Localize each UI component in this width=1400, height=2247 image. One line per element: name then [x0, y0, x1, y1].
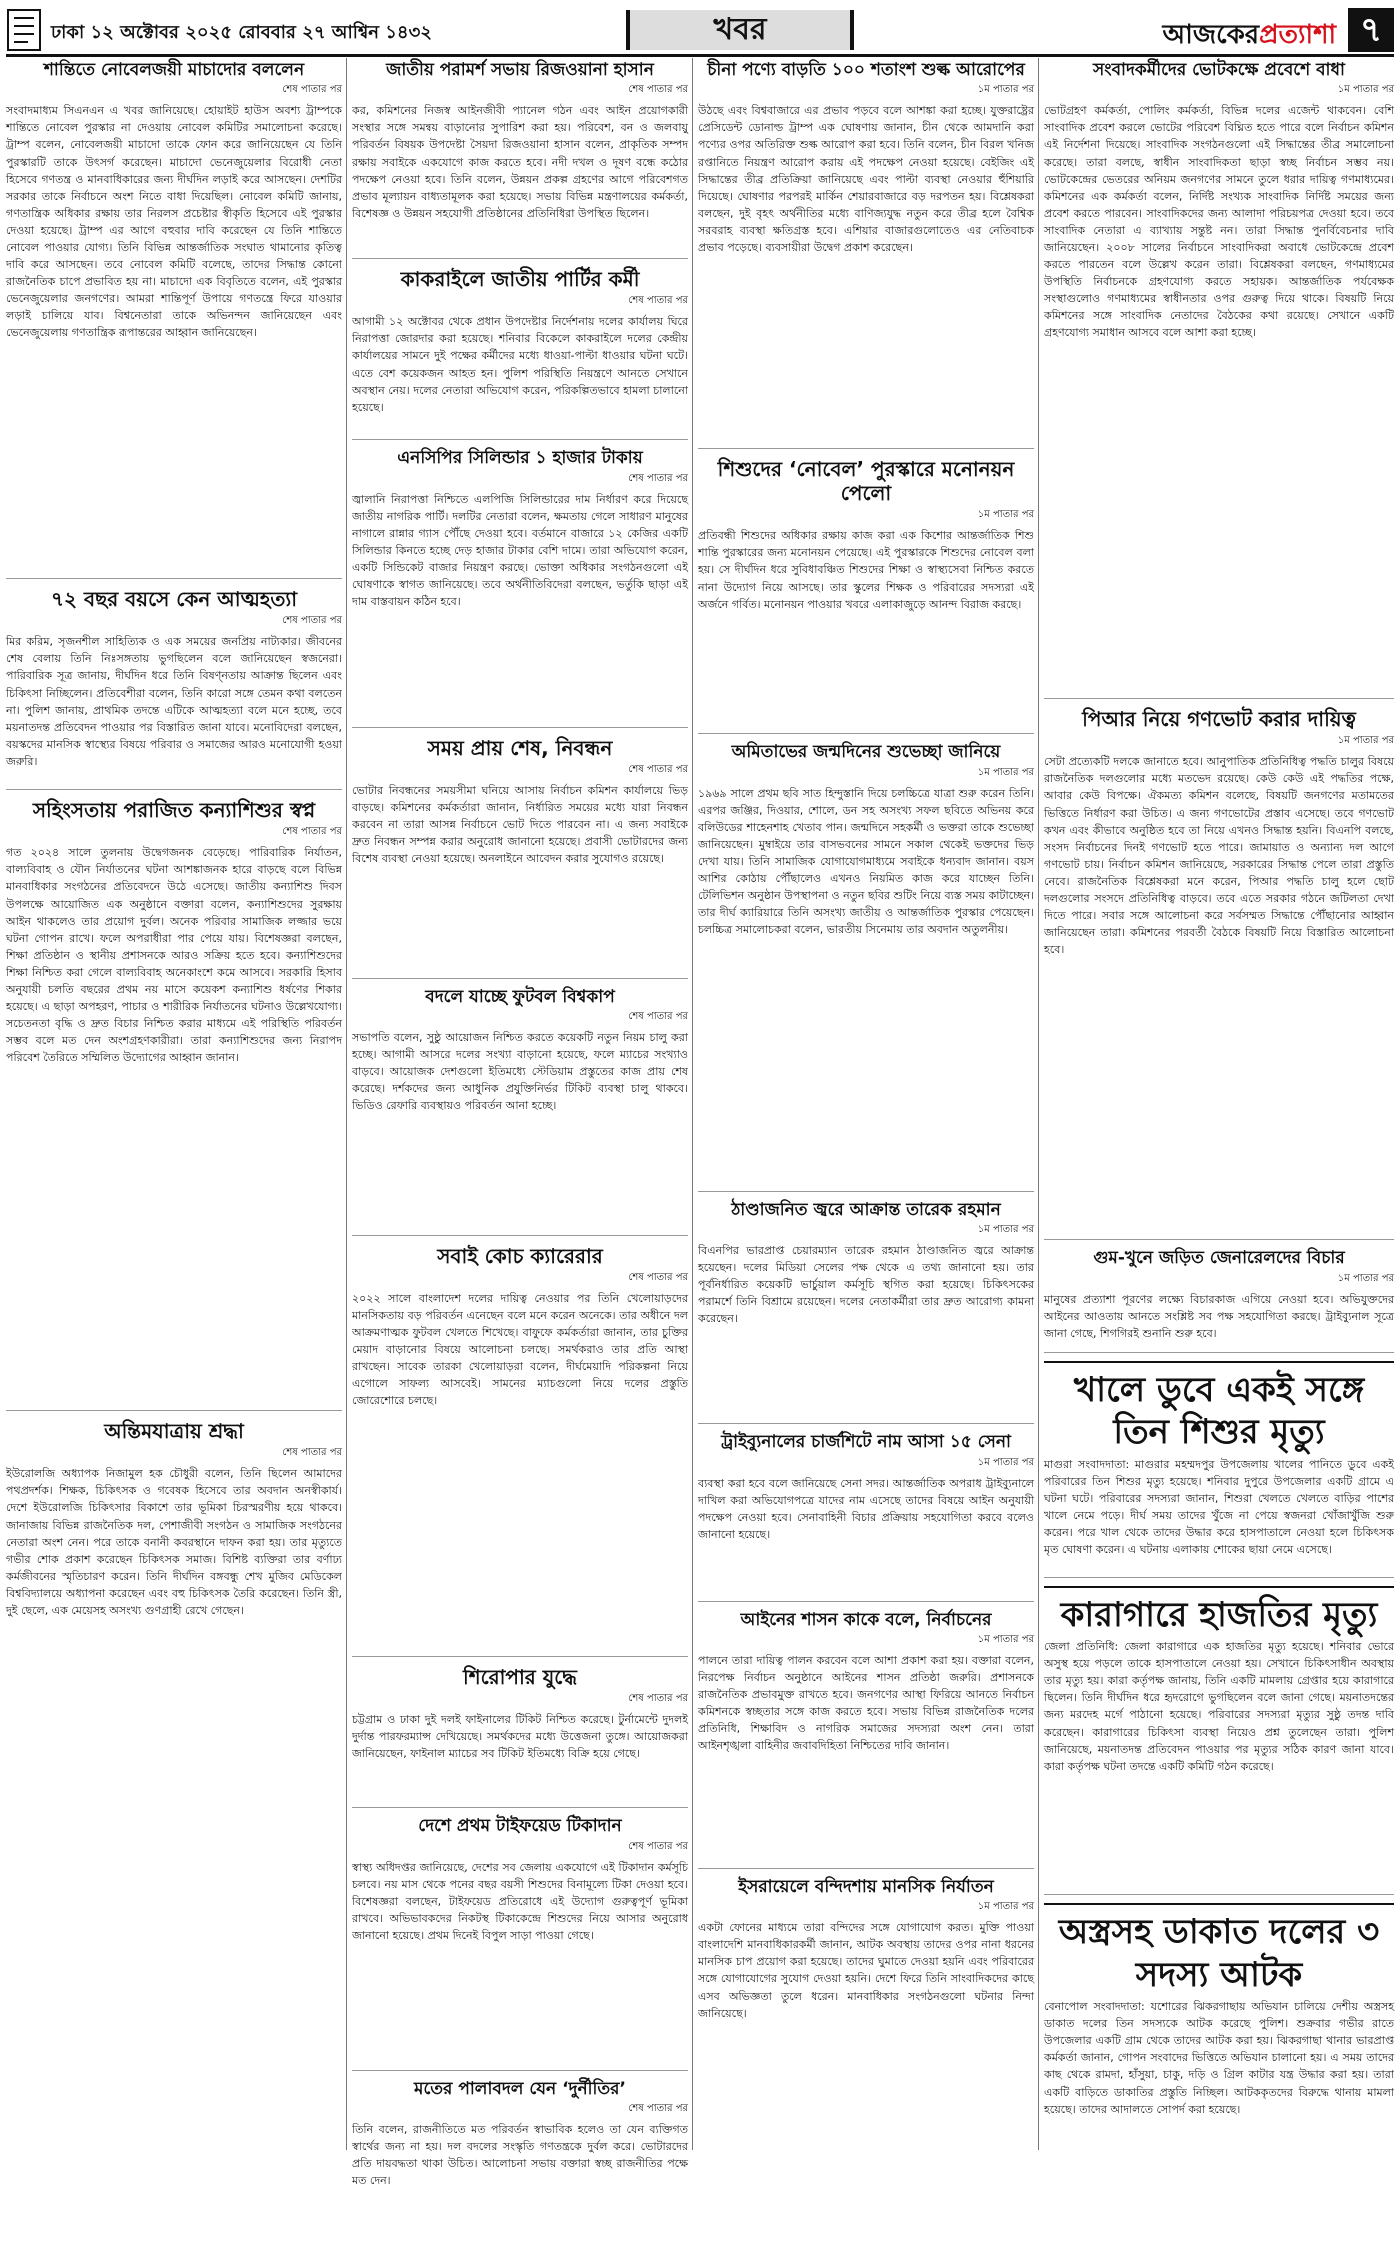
headline: সবাই কোচ ক্যারেরার [437, 1244, 603, 1269]
article-body: বেনাপোল সংবাদদাতা: যশোরের ঝিকরগাছায় অভিযান চালিয়ে দেশীয় অস্ত্রসহ ডাকাত দলের তিন সদস্যকে আটক করেছে পুলিশ। শুক্রবার গভীর রাতে উপজেলার একটি গ্রাম থেকে তাদের আটক করা হয়। ঝিকরগাছা থানার ভারপ্রাপ্ত কর্মকর্তা জানান, গোপন সংবাদের ভিত্তিতে অভিযান চালানো হয়। এ সময় তাদের কাছ থেকে রামদা, হাঁসুয়া, চাকু, দড়ি ও গ্রিল কাটার যন্ত্র উদ্ধার করা হয়। তারা একটি বাড়িতে ডাকাতির প্রস্তুতি নিচ্ছিল। আটককৃতদের বিরুদ্ধে থানায় মামলা হয়েছে। তাদের আদালতে সোপর্দ করা হয়েছে। [1044, 2000, 1394, 2116]
article-tribunal-15-army [698, 1432, 1034, 1601]
article-pr-referendum [1044, 707, 1394, 1240]
article-body: মাগুরা সংবাদদাতা: মাগুরার মহম্মদপুর উপজেলায় খালের পানিতে ডুবে একই পরিবারের তিন শিশুর মৃত্যু হয়েছে। শনিবার দুপুরে উপজেলার একটি গ্রামে এ ঘটনা ঘটে। পরিবারের সদস্যরা জানান, শিশুরা খেলতে খেলতে বাড়ির পাশের খালে নেমে পড়ে। দীর্ঘ সময় তাদের খুঁজে না পেয়ে স্বজনরা খোঁজাখুঁজি শুরু করেন। পরে খাল থেকে তাদের উদ্ধার করে হাসপাতালে নেওয়া হলে চিকিৎসক মৃত ঘোষণা করেন। এ ঘটনায় এলাকায় শোকের ছায়া নেমে এসেছে। [1044, 1457, 1394, 1557]
headline: মতের পালাবদল যেন ‘দুর্নীতির’ [414, 2078, 626, 2099]
section-title: খবর [626, 10, 854, 50]
headline: শিশুদের ‘নোবেল’ পুরস্কারে মনোনয়ন পেলো [717, 457, 1015, 506]
headline: ৭২ বছর বয়সে কেন আত্মহত্যা [50, 587, 298, 612]
article-body: সভাপতি বলেন, সুষ্ঠু আয়োজন নিশ্চিত করতে কয়েকটি নতুন নিয়ম চালু করা হচ্ছে। আগামী আসরে দলের সংখ্যা বাড়ানো হয়েছে, ফলে ম্যাচের সংখ্যাও বাড়বে। আয়োজক দেশগুলো ইতিমধ্যে স্টেডিয়াম প্রস্তুতের কাজ প্রায় শেষ করেছে। দর্শকদের জন্য আধুনিক প্রযুক্তিনির্ভর টিকিট ব্যবস্থা চালু থাকবে। ভিডিও রেফারি ব্যবস্থায়ও পরিবর্তন আনা হচ্ছে। [352, 1031, 688, 1113]
article-china-tariff [698, 60, 1034, 449]
continued-label: শেষ পাতার পর [282, 1447, 342, 1459]
continued-label: শেষ পাতার পর [628, 295, 688, 307]
article-coach-cabrera [352, 1244, 688, 1657]
headline: অস্ত্রসহ ডাকাত দলের ৩ সদস্য আটক [1058, 1912, 1380, 1995]
article-registration-deadline [352, 736, 688, 979]
headline: সময় প্রায় শেষ, নিবন্ধন [427, 735, 613, 760]
headline: ঠাণ্ডাজনিত জ্বরে আক্রান্ত তারেক রহমান [731, 1199, 1001, 1220]
article-suicide-72 [6, 587, 342, 790]
logo-part-b: প্রত্যাশা [1259, 20, 1336, 50]
article-body: একটা ফোনের মাধ্যমে তারা বন্দিদের সঙ্গে যোগাযোগ করত। মুক্তি পাওয়া বাংলাদেশি মানবাধিকারকর্মী জানান, আটক অবস্থায় তাদের ওপর নানা ধরনের মানসিক চাপ প্রয়োগ করা হয়েছে। তাদের ঘুমাতে দেওয়া হয়নি এবং পরিবারের সঙ্গে যোগাযোগের সুযোগ দেওয়া হয়নি। দেশে ফিরে তিনি সাংবাদিকদের কাছে এসব অভিজ্ঞতা তুলে ধরেন। মানবাধিকার সংগঠনগুলো ঘটনার নিন্দা জানিয়েছে। [698, 1921, 1034, 2020]
newspaper-logo [1163, 14, 1336, 58]
headline: খালে ডুবে একই সঙ্গে তিন শিশুর মৃত্যু [1073, 1369, 1365, 1453]
column-1 [6, 58, 342, 2152]
article-ncp-cylinder [352, 448, 688, 727]
column-rule [1038, 58, 1039, 2150]
headline: শিরোপার যুদ্ধে [463, 1665, 577, 1690]
continued-label: শেষ পাতার পর [628, 1840, 688, 1852]
column-3 [698, 58, 1034, 2152]
headline: সহিংসতায় পরাজিত কন্যাশিশুর স্বপ্ন [32, 798, 316, 823]
headline: কারাগারে হাজতির মৃত্যু [1060, 1594, 1378, 1635]
article-three-children-drown [1044, 1361, 1394, 1578]
article-body: মানুষের প্রত্যাশা পূরণের লক্ষ্যে বিচারকাজ এগিয়ে নেওয়া হবে। অভিযুক্তদের আইনের আওতায় আনতে সংশ্লিষ্ট সব পক্ষ সহযোগিতা করছে। ট্রাইব্যুনাল সূত্রে জানা গেছে, শিগগিরই শুনানি শুরু হবে। [1044, 1292, 1394, 1340]
headline: দেশে প্রথম টাইফয়েড টিকাদান [418, 1816, 622, 1837]
article-jail-death [1044, 1586, 1394, 1896]
continued-label: ১ম পাতার পর [977, 1224, 1034, 1236]
continued-label: শেষ পাতার পর [282, 615, 342, 627]
continued-label: শেষ পাতার পর [628, 84, 688, 96]
article-body: সংবাদমাধ্যম সিএনএন এ খবর জানিয়েছে। হোয়াইট হাউস অবশ্য ট্রাম্পকে শান্তিতে নোবেল পুরস্কার না দেওয়ায় নোবেল কমিটির সমালোচনা করেছে। ট্রাম্প বলেন, নোবেলজয়ী মাচাদো তাকে ফোন করে জানিয়েছেন যে তিনি পুরস্কারটি তাকে উৎসর্গ করেছেন। মাচাদো ভেনেজুয়েলার বিরোধী নেতা হিসেবে গণতন্ত্র ও মানবাধিকারের জন্য দীর্ঘদিন লড়াই করে আসছেন। দেশটির সরকার তাকে নির্বাচনে অংশ নিতে বাধা দিয়েছিল। নোবেল কমিটি জানায়, গণতান্ত্রিক অধিকার রক্ষায় তার নিরলস প্রচেষ্টার স্বীকৃতি হিসেবে এই পুরস্কার দেওয়া হয়েছে। ট্রাম্প এর আগে বহুবার দাবি করেছেন যে তিনি শান্তিতে নোবেল পাওয়ার যোগ্য। তিনি বিভিন্ন আন্তর্জাতিক সংঘাত থামানোর কৃতিত্ব দাবি করে আসছেন। তবে নোবেল কমিটি বলেছে, তাদের সিদ্ধান্ত কোনো রাজনৈতিক চাপে প্রভাবিত হয় না। মাচাদো এক বিবৃতিতে বলেন, এই পুরস্কার ভেনেজুয়েলার জনগণের। আমরা শান্তিপূর্ণ উপায়ে গণতন্ত্রে ফিরে যাওয়ার লড়াই চালিয়ে যাব। বিশ্বনেতারা তাকে অভিনন্দন জানিয়েছেন এবং ভেনেজুয়েলায় গণতান্ত্রিক রূপান্তরের আহ্বান জানিয়েছেন। [6, 104, 342, 339]
continued-label: শেষ পাতার পর [628, 1693, 688, 1705]
article-amitabh-birthday [698, 742, 1034, 1191]
article-body: জেলা প্রতিনিধি: জেলা কারাগারে এক হাজতির মৃত্যু হয়েছে। শনিবার ভোরে অসুস্থ হয়ে পড়লে তাকে হাসপাতালে নেওয়া হয়। সেখানে চিকিৎসাধীন অবস্থায় তার মৃত্যু হয়। কারা কর্তৃপক্ষ জানায়, তিনি একটি মামলায় গ্রেপ্তার হয়ে কারাগারে ছিলেন। তিনি দীর্ঘদিন ধরে হৃদরোগে ভুগছিলেন বলে জানা গেছে। ময়নাতদন্তের জন্য মরদেহ মর্গে পাঠানো হয়েছে। পরিবারের সদস্যরা মৃত্যুর সুষ্ঠু তদন্ত দাবি করেছেন। কারাগারের চিকিৎসা ব্যবস্থা নিয়েও প্রশ্ন তুলেছেন তারা। পুলিশ জানিয়েছে, ময়নাতদন্ত প্রতিবেদন পাওয়ার পর মৃত্যুর সঠিক কারণ জানা যাবে। কারা কর্তৃপক্ষ ঘটনা তদন্তে একটি কমিটি গঠন করেছে। [1044, 1640, 1394, 1773]
continued-label: ১ম পাতার পর [1337, 84, 1394, 96]
continued-label: শেষ পাতার পর [282, 84, 342, 96]
article-opinion-change [352, 2079, 688, 2247]
headline: ইসরায়েলে বন্দিদশায় মানসিক নির্যাতন [738, 1876, 994, 1897]
article-rule-of-law [698, 1610, 1034, 1869]
article-body: তিনি বলেন, রাজনীতিতে মত পরিবর্তন স্বাভাবিক হলেও তা যেন ব্যক্তিগত স্বার্থের জন্য না হয়। দল বদলের সংস্কৃতি গণতন্ত্রকে দুর্বল করে। ভোটারদের প্রতি দায়বদ্ধতা থাকা উচিত। আলোচনা সভায় বক্তারা স্বচ্ছ রাজনীতির পক্ষে মত দেন। [352, 2122, 688, 2188]
article-world-cup [352, 987, 688, 1236]
continued-label: ১ম পাতার পর [977, 1633, 1034, 1645]
column-rule [692, 58, 693, 2150]
article-body: ভোটার নিবন্ধনের সময়সীমা ঘনিয়ে আসায় নির্বাচন কমিশন কার্যালয়ে ভিড় বাড়ছে। কমিশনের কর্মকর্তারা জানান, নির্ধারিত সময়ের মধ্যে যারা নিবন্ধন করবেন না তারা আসন্ন নির্বাচনে ভোট দিতে পারবেন না। এ জন্য সবাইকে দ্রুত নিবন্ধন সম্পন্ন করার অনুরোধ জানানো হয়েছে। প্রবাসী ভোটারদের জন্য বিশেষ ব্যবস্থা নেওয়া হয়েছে। অনলাইনে আবেদন করার সুযোগও রয়েছে। [352, 783, 688, 865]
masthead [6, 8, 1394, 57]
article-girl-child-violence [6, 798, 342, 1411]
article-body: ২০২২ সালে বাংলাদেশ দলের দায়িত্ব নেওয়ার পর তিনি খেলোয়াড়দের মানসিকতায় বড় পরিবর্তন এনেছেন বলে মনে করেন অনেকে। তার অধীনে দল আক্রমণাত্মক ফুটবল খেলতে শিখেছে। বাফুফে কর্মকর্তারা জানান, তার চুক্তির মেয়াদ বাড়ানোর বিষয়ে আলোচনা চলছে। সমর্থকরাও তার প্রতি আস্থা রাখছেন। সাবেক তারকা খেলোয়াড়রা বলেন, দীর্ঘমেয়াদি পরিকল্পনা নিয়ে এগোলে সাফল্য আসবেই। সামনের ম্যাচগুলো নিয়ে দলের প্রস্তুতি জোরেশোরে চলছে। [352, 1292, 688, 1408]
article-body: সেটা প্রত্যেকটি দলকে জানাতে হবে। আনুপাতিক প্রতিনিধিত্ব পদ্ধতি চালুর বিষয়ে রাজনৈতিক দলগুলোর মধ্যে মতভেদ রয়েছে। কেউ কেউ এই পদ্ধতির পক্ষে, আবার কেউ বিপক্ষে। ঐকমত্য কমিশন বলেছে, বিষয়টি জনগণের মতামতের ভিত্তিতে নির্ধারণ করা উচিত। এ জন্য গণভোটের প্রস্তাব এসেছে। তবে গণভোট কখন এবং কীভাবে অনুষ্ঠিত হবে তা নিয়ে এখনও সিদ্ধান্ত হয়নি। বিএনপি বলছে, সংসদ নির্বাচনের দিনই গণভোট হতে পারে। জামায়াত ও অন্যান্য দল আগে গণভোট চায়। নির্বাচন কমিশন জানিয়েছে, সরকারের সিদ্ধান্ত পেলে তারা প্রস্তুতি নেবে। রাজনৈতিক বিশ্লেষকরা মনে করেন, পিআর পদ্ধতি চালু হলে ছোট দলগুলোর সংসদে প্রতিনিধিত্ব বাড়বে। তবে এতে সরকার গঠনে জটিলতা দেখা দিতে পারে। সবার সঙ্গে আলোচনা করে সর্বসম্মত সিদ্ধান্তে পৌঁছানোর আহ্বান জানিয়েছেন তারা। কমিশনের পরবর্তী বৈঠকে বিষয়টি নিয়ে বিস্তারিত আলোচনা হবে। [1044, 755, 1394, 956]
column-2 [352, 58, 688, 2188]
headline: শান্তিতে নোবেলজয়ী মাচাদোর বললেন [43, 60, 305, 80]
page-corner-mark [6, 8, 42, 52]
article-body: স্বাস্থ্য অধিদপ্তর জানিয়েছে, দেশের সব জেলায় একযোগে এই টিকাদান কর্মসূচি চলবে। নয় মাস থেকে পনের বছর বয়সী শিশুদের বিনামূল্যে টিকা দেওয়া হবে। বিশেষজ্ঞরা বলছেন, টাইফয়েড প্রতিরোধে এই উদ্যোগ গুরুত্বপূর্ণ ভূমিকা রাখবে। অভিভাবকদের নিকটস্থ টিকাকেন্দ্রে শিশুদের নিয়ে আসার অনুরোধ জানানো হয়েছে। প্রথম দিনেই বিপুল সাড়া পাওয়া গেছে। [352, 1860, 688, 1942]
article-journalists-barred [1044, 60, 1394, 699]
article-body: আগামী ১২ অক্টোবর থেকে প্রধান উপদেষ্টার নির্দেশনায় দলের কার্যালয় ঘিরে নিরাপত্তা জোরদার করা হয়েছে। শনিবার বিকেলে কাকরাইলে দলের কেন্দ্রীয় কার্যালয়ের সামনে দুই পক্ষের কর্মীদের মধ্যে ধাওয়া-পাল্টা ধাওয়ার ঘটনা ঘটে। এতে বেশ কয়েকজন আহত হন। পুলিশ পরিস্থিতি নিয়ন্ত্রণে আনতে সেখানে অবস্থান নেয়। দলের নেতারা অভিযোগ করেন, পরিকল্পিতভাবে হামলা চালানো হয়েছে। [352, 315, 688, 414]
page-number: ৭ [1348, 8, 1394, 52]
article-body: ইউরোলজি অধ্যাপক নিজামুল হক চৌধুরী বলেন, তিনি ছিলেন আমাদের পথপ্রদর্শক। শিক্ষক, চিকিৎসক ও গবেষক হিসেবে তার অবদান অনস্বীকার্য। দেশে ইউরোলজি চিকিৎসার বিকাশে তার ভূমিকা চিরস্মরণীয় হয়ে থাকবে। জানাজায় বিভিন্ন রাজনৈতিক দল, পেশাজীবী সংগঠন ও সামাজিক সংগঠনের নেতারা অংশ নেন। পরে তাকে বনানী কবরস্থানে দাফন করা হয়। তার মৃত্যুতে গভীর শোক প্রকাশ করেছেন চিকিৎসক সমাজ। বিশিষ্ট ব্যক্তিরা তার বর্ণাঢ্য কর্মজীবনের স্মৃতিচারণ করেন। তিনি দীর্ঘদিন বঙ্গবন্ধু শেখ মুজিব মেডিকেল বিশ্ববিদ্যালয়ে অধ্যাপনা করেছেন এবং বহু চিকিৎসক তৈরি করেছেন। তিনি স্ত্রী, দুই ছেলে, এক মেয়েসহ অসংখ্য গুণগ্রাহী রেখে গেছেন। [6, 1467, 342, 1617]
headline: ট্রাইব্যুনালের চার্জশিটে নাম আসা ১৫ সেনা [721, 1432, 1011, 1453]
continued-label: শেষ পাতার পর [628, 1011, 688, 1023]
article-body: কর, কমিশনের নিজস্ব আইনজীবী প্যানেল গঠন এবং আইন প্রয়োগকারী সংস্থার সঙ্গে সমন্বয় বাড়ানোর সুপারিশ করা হয়। পরিবেশ, বন ও জলবায়ু পরিবর্তন বিষয়ক উপদেষ্টা সৈয়দা রিজওয়ানা হাসান বলেন, প্রাকৃতিক সম্পদ রক্ষায় সবাইকে একযোগে কাজ করতে হবে। নদী দখল ও দূষণ বন্ধে কঠোর পদক্ষেপ নেওয়া হবে। তিনি বলেন, উন্নয়ন প্রকল্প গ্রহণের আগে পরিবেশগত প্রভাব মূল্যায়ন বাধ্যতামূলক করা হয়েছে। সভায় বিভিন্ন মন্ত্রণালয়ের কর্মকর্তা, বিশেষজ্ঞ ও উন্নয়ন সহযোগী প্রতিষ্ঠানের প্রতিনিধিরা উপস্থিত ছিলেন। [352, 104, 688, 220]
headline: চীনা পণ্যে বাড়তি ১০০ শতাংশ শুল্ক আরোপের [707, 60, 1025, 80]
article-body: বিএনপির ভারপ্রাপ্ত চেয়ারম্যান তারেক রহমান ঠাণ্ডাজনিত জ্বরে আক্রান্ত হয়েছেন। দলের মিডিয়া সেলের পক্ষ থেকে এ তথ্য জানানো হয়। তার পূর্বনির্ধারিত কয়েকটি ভার্চুয়াল কর্মসূচি স্থগিত করা হয়েছে। চিকিৎসকের পরামর্শে তিনি বিশ্রামে রয়েছেন। দলের নেতাকর্মীরা তার দ্রুত আরোগ্য কামনা করেছেন। [698, 1244, 1034, 1326]
article-body: পালনে তারা দায়িত্ব পালন করবেন বলে আশা প্রকাশ করা হয়। বক্তারা বলেন, নিরপেক্ষ নির্বাচন অনুষ্ঠানে আইনের শাসন প্রতিষ্ঠা জরুরি। প্রশাসনকে রাজনৈতিক প্রভাবমুক্ত রাখতে হবে। জনগণের আস্থা ফিরিয়ে আনতে নির্বাচন কমিশনকে স্বচ্ছতার সঙ্গে কাজ করতে হবে। সভায় বিভিন্ন রাজনৈতিক দলের প্রতিনিধি, শিক্ষাবিদ ও নাগরিক সমাজের সদস্যরা অংশ নেন। তারা আইনশৃঙ্খলা বাহিনীর জবাবদিহিতা নিশ্চিতের দাবি জানান। [698, 1653, 1034, 1753]
article-funeral-tribute [6, 1419, 342, 2031]
article-tarique-fever [698, 1200, 1034, 1424]
headline: জাতীয় পরামর্শ সভায় রিজওয়ানা হাসান [386, 60, 654, 80]
article-body: ১৯৬৯ সালে প্রথম ছবি সাত হিন্দুস্তানি দিয়ে চলচ্চিত্রে যাত্রা শুরু করেন তিনি। এরপর জঞ্জির, দিওয়ার, শোলে, ডন সহ অসংখ্য সফল ছবিতে অভিনয় করে বলিউডের শাহেনশাহ খেতাব পান। জন্মদিনে সহকর্মী ও ভক্তরা তাকে শুভেচ্ছা জানিয়েছেন। মুম্বাইয়ে তার বাসভবনের সামনে সকাল থেকেই ভক্তদের ভিড় দেখা যায়। তিনি সামাজিক যোগাযোগমাধ্যমে সবাইকে ধন্যবাদ জানান। বয়স আশির কোঠায় পৌঁছালেও এখনও নিয়মিত কাজ করে যাচ্ছেন তিনি। টেলিভিশন অনুষ্ঠান উপস্থাপনা ও নতুন ছবির শুটিং নিয়ে ব্যস্ত সময় কাটাচ্ছেন। তার দীর্ঘ ক্যারিয়ারে তিনি অসংখ্য জাতীয় ও আন্তর্জাতিক পুরস্কার পেয়েছেন। চলচ্চিত্র সমালোচকরা বলেন, ভারতীয় সিনেমায় তার অবদান অতুলনীয়। [698, 786, 1034, 937]
article-body: গত ২০২৪ সালে তুলনায় উদ্বেগজনক বেড়েছে। পারিবারিক নির্যাতন, বাল্যবিবাহ ও যৌন নির্যাতনের ঘটনা আশঙ্কাজনক হারে বাড়ছে বলে বিভিন্ন মানবাধিকার সংগঠনের প্রতিবেদনে উঠে এসেছে। জাতীয় কন্যাশিশু দিবস উপলক্ষে আয়োজিত এক অনুষ্ঠানে বক্তারা বলেন, কন্যাশিশুদের সুরক্ষায় আইন থাকলেও তার প্রয়োগ দুর্বল। অনেক পরিবার সামাজিক লজ্জার ভয়ে ঘটনা গোপন রাখে। ফলে অপরাধীরা পার পেয়ে যায়। বিশেষজ্ঞরা বলছেন, শিক্ষা প্রতিষ্ঠান ও স্থানীয় প্রশাসনকে আরও সক্রিয় হতে হবে। কন্যাশিশুদের শিক্ষা নিশ্চিত করা গেলে বাল্যবিবাহ অনেকাংশে কমে আসবে। সরকারি হিসাব অনুযায়ী চলতি বছরের প্রথম নয় মাসে কয়েকশ কন্যাশিশু ধর্ষণের শিকার হয়েছে। এ ছাড়া অপহরণ, পাচার ও শারীরিক নির্যাতনের ঘটনাও উল্লেখযোগ্য। সচেতনতা বৃদ্ধি ও দ্রুত বিচার নিশ্চিত করার মাধ্যমে এই পরিস্থিতি পরিবর্তন সম্ভব বলে মত দেন অংশগ্রহণকারীরা। তারা কন্যাশিশুদের জন্য নিরাপদ পরিবেশ তৈরিতে সম্মিলিত উদ্যোগের আহ্বান জানান। [6, 846, 342, 1064]
continued-label: ১ম পাতার পর [977, 766, 1034, 778]
column-rule [346, 58, 347, 2150]
article-title-battle [352, 1665, 688, 1808]
headline: অমিতাভের জন্মদিনের শুভেচ্ছা জানিয়ে [731, 742, 1001, 763]
continued-label: শেষ পাতার পর [628, 763, 688, 775]
article-body: ব্যবস্থা করা হবে বলে জানিয়েছে সেনা সদর। আন্তর্জাতিক অপরাধ ট্রাইব্যুনালে দাখিল করা অভিযোগপত্রে যাদের নাম এসেছে তাদের বিষয়ে আইন অনুযায়ী পদক্ষেপ নেওয়া হবে। সেনাবাহিনী বিচার প্রক্রিয়ায় সহযোগিতা করবে বলেও জানানো হয়েছে। [698, 1476, 1034, 1541]
issue-date: ঢাকা ১২ অক্টোবর ২০২৫ রোববার ২৭ আশ্বিন ১৪৩২ [51, 22, 432, 43]
continued-label: ১ম পাতার পর [1337, 1272, 1394, 1284]
continued-label: ১ম পাতার পর [977, 1901, 1034, 1913]
article-body: চট্টগ্রাম ও ঢাকা দুই দলই ফাইনালের টিকিট নিশ্চিত করেছে। টুর্নামেন্টে দুদলই দুর্দান্ত পারফরম্যান্স দেখিয়েছে। সমর্থকদের মধ্যে উত্তেজনা তুঙ্গে। আয়োজকরা জানিয়েছেন, ফাইনাল ম্যাচের সব টিকিট ইতিমধ্যে বিক্রি হয়ে গেছে। [352, 1713, 688, 1761]
headline: আইনের শাসন কাকে বলে, নির্বাচনের [740, 1609, 992, 1630]
continued-label: শেষ পাতার পর [282, 826, 342, 838]
article-robbers-arrested [1044, 1903, 1394, 2154]
headline: পিআর নিয়ে গণভোট করার দায়িত্ব [1082, 707, 1356, 732]
article-jatiya-party [352, 267, 688, 440]
article-children-nobel [698, 457, 1034, 734]
article-generals-trial [1044, 1248, 1394, 1352]
article-nobel-machado [6, 60, 342, 579]
headline: গুম-খুনে জড়িত জেনারেলদের বিচার [1093, 1248, 1345, 1269]
headline: অন্তিমযাত্রায় শ্রদ্ধা [104, 1419, 244, 1444]
continued-label: ১ম পাতার পর [977, 1456, 1034, 1468]
continued-label: ১ম পাতার পর [977, 509, 1034, 521]
headline: কাকরাইলে জাতীয় পার্টির কর্মী [400, 267, 640, 292]
column-4 [1044, 58, 1394, 2152]
continued-label: ১ম পাতার পর [1337, 735, 1394, 747]
article-israel-detention [698, 1877, 1034, 2185]
article-rizwana-hasan [352, 60, 688, 259]
article-body: জ্বালানি নিরাপত্তা নিশ্চিতে এলপিজি সিলিন্ডারের দাম নির্ধারণ করে দিয়েছে জাতীয় নাগরিক পার্টি। দলটির নেতারা বলেন, ক্ষমতায় গেলে সাধারণ মানুষের নাগালে রান্নার গ্যাস পৌঁছে দেওয়া হবে। বর্তমানে বাজারে ১২ কেজির একটি সিলিন্ডার কিনতে হচ্ছে দেড় হাজার টাকার বেশি দামে। তারা অভিযোগ করেন, একটি সিন্ডিকেট বাজার নিয়ন্ত্রণ করছে। ভোক্তা অধিকার সংগঠনগুলো এই ঘোষণাকে স্বাগত জানিয়েছে। তবে অর্থনীতিবিদেরা বলছেন, ভর্তুকি ছাড়া এই দাম বাস্তবায়ন কঠিন হবে। [352, 492, 688, 609]
continued-label: শেষ পাতার পর [628, 472, 688, 484]
article-body: প্রতিবন্ধী শিশুদের অধিকার রক্ষায় কাজ করা এক কিশোর আন্তর্জাতিক শিশু শান্তি পুরস্কারের জন্য মনোনয়ন পেয়েছে। এই পুরস্কারকে শিশুদের নোবেল বলা হয়। সে দীর্ঘদিন ধরে সুবিধাবঞ্চিত শিশুদের শিক্ষা ও স্বাস্থ্যসেবা নিশ্চিত করতে নানা উদ্যোগ নিয়ে আসছে। তার স্কুলের শিক্ষক ও পরিবারের সদস্যরা এই অর্জনে গর্বিত। মনোনয়ন পাওয়ার খবরে এলাকাজুড়ে আনন্দ বিরাজ করছে। [698, 529, 1034, 611]
continued-label: ১ম পাতার পর [977, 84, 1034, 96]
article-typhoid-vaccine [352, 1816, 688, 2070]
continued-label: শেষ পাতার পর [628, 2102, 688, 2114]
continued-label: শেষ পাতার পর [628, 1272, 688, 1284]
logo-part-a: আজকের [1162, 20, 1260, 50]
article-body: মির করিম, সৃজনশীল সাহিত্যিক ও এক সময়ের জনপ্রিয় নাট্যকার। জীবনের শেষ বেলায় তিনি নিঃসঙ্গতায় ভুগছিলেন বলে জানিয়েছেন স্বজনেরা। পারিবারিক সূত্র জানায়, দীর্ঘদিন ধরে তিনি বিষণ্নতায় আক্রান্ত ছিলেন এবং চিকিৎসা নিচ্ছিলেন। প্রতিবেশীরা বলেন, তিনি কারো সঙ্গে তেমন কথা বলতেন না। পুলিশ জানায়, প্রাথমিক তদন্তে এটিকে আত্মহত্যা বলে মনে হচ্ছে, তবে ময়নাতদন্ত প্রতিবেদন পাওয়ার পর বিস্তারিত জানা যাবে। মনোবিদেরা বলছেন, বয়স্কদের মানসিক স্বাস্থ্যের বিষয়ে পরিবার ও সমাজের আরও মনোযোগী হওয়া জরুরি। [6, 635, 342, 768]
article-body: উঠছে এবং বিশ্ববাজারে এর প্রভাব পড়বে বলে আশঙ্কা করা হচ্ছে। যুক্তরাষ্ট্রের প্রেসিডেন্ট ডোনাল্ড ট্রাম্প এক ঘোষণায় জানান, চীন থেকে আমদানি করা পণ্যের ওপর অতিরিক্ত শুল্ক আরোপ করা হবে। তিনি বলেন, চীন বিরল খনিজ রপ্তানিতে নিয়ন্ত্রণ আরোপ করায় এই পদক্ষেপ নেওয়া হয়েছে। বেইজিং এই সিদ্ধান্তের তীব্র প্রতিক্রিয়া জানিয়েছে এবং পাল্টা ব্যবস্থা নেওয়ার হুঁশিয়ারি দিয়েছে। ঘোষণার পরপরই মার্কিন শেয়ারবাজারে বড় দরপতন হয়। বিশ্লেষকরা বলছেন, দুই বৃহৎ অর্থনীতির মধ্যে বাণিজ্যযুদ্ধ নতুন করে তীব্র হলে বৈশ্বিক সরবরাহ ব্যবস্থা ক্ষতিগ্রস্ত হবে। এশিয়ার বাজারগুলোতেও এর নেতিবাচক প্রভাব পড়েছে। ব্যবসায়ীরা উদ্বেগ প্রকাশ করেছেন। [698, 104, 1034, 254]
headline: সংবাদকর্মীদের ভোটকক্ষে প্রবেশে বাধা [1093, 60, 1345, 80]
headline: বদলে যাচ্ছে ফুটবল বিশ্বকাপ [425, 986, 615, 1007]
article-body: ভোটগ্রহণ কর্মকর্তা, পোলিং কর্মকর্তা, বিভিন্ন দলের এজেন্ট থাকবেন। বেশি সাংবাদিক প্রবেশ করলে ভোটের পরিবেশ বিঘ্নিত হতে পারে বলে নির্বাচন কমিশন এই নির্দেশনা দিয়েছে। সাংবাদিক সংগঠনগুলো এই সিদ্ধান্তের তীব্র সমালোচনা করেছে। তারা বলছে, স্বাধীন সাংবাদিকতা ছাড়া স্বচ্ছ নির্বাচন সম্ভব নয়। ভোটকেন্দ্রের ভেতরের অনিয়ম জনগণের সামনে তুলে ধরার দায়িত্ব গণমাধ্যমের। কমিশনের এক কর্মকর্তা বলেন, নির্দিষ্ট সংখ্যক সাংবাদিক নির্দিষ্ট সময়ের জন্য প্রবেশ করতে পারবেন। সাংবাদিকদের জন্য আলাদা পরিচয়পত্র দেওয়া হবে। তবে সাংবাদিক নেতারা এ ব্যাখ্যায় সন্তুষ্ট নন। তারা সিদ্ধান্ত পুনর্বিবেচনার দাবি জানিয়েছেন। ২০০৮ সালের নির্বাচনে সাংবাদিকরা অবাধে ভোটকেন্দ্রে প্রবেশ করতে পারতেন বলে উল্লেখ করেন তারা। বিশ্লেষকরা বলছেন, গণমাধ্যমের উপস্থিতি নির্বাচনকে গ্রহণযোগ্য করতে সহায়ক। আন্তর্জাতিক পর্যবেক্ষক সংস্থাগুলোও গণমাধ্যমের স্বাধীনতার ওপর গুরুত্ব দিয়ে থাকে। বিষয়টি নিয়ে কমিশনের সঙ্গে সাংবাদিক নেতাদের বৈঠকের কথা রয়েছে। সেখানে একটি গ্রহণযোগ্য সমাধান আসবে বলে আশা করা হচ্ছে। [1044, 104, 1394, 339]
headline: এনসিপির সিলিন্ডার ১ হাজার টাকায় [397, 448, 643, 469]
